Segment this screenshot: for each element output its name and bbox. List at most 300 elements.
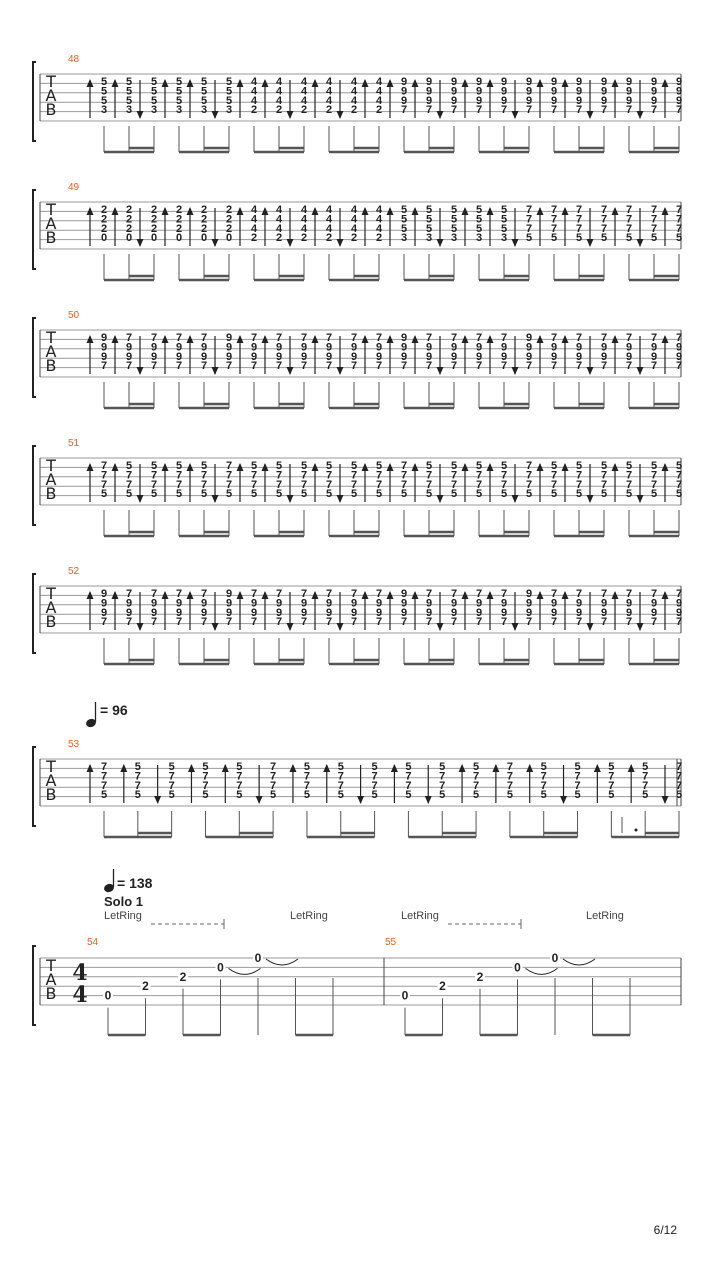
fret-number: 2 [142, 979, 149, 994]
tab-clef-letter: B [45, 100, 57, 119]
fret-number: 4 [325, 213, 333, 226]
fret-number: 0 [225, 232, 233, 245]
fret-number: 5 [100, 789, 108, 802]
fret-number: 7 [575, 213, 583, 226]
chord-column [137, 204, 158, 247]
strum-down-arrow [560, 796, 567, 804]
fret-number: 5 [642, 789, 649, 802]
fret-number: 7 [600, 104, 608, 117]
fret-number: 9 [375, 597, 383, 610]
fret-number: 0 [150, 232, 158, 245]
tab-clef-letter: A [45, 598, 57, 617]
fret-number: 7 [200, 469, 208, 482]
fret-number: 4 [325, 76, 333, 88]
fret-number: 9 [250, 606, 258, 619]
measure-number: 48 [68, 54, 80, 65]
fret-number: 7 [675, 588, 683, 600]
fret-number: 5 [150, 85, 158, 98]
fret-number: 9 [375, 341, 383, 354]
fret-number: 9 [225, 332, 233, 344]
fret-number: 5 [540, 789, 547, 802]
fret-number: 9 [175, 606, 183, 619]
chord-column [637, 588, 658, 631]
chord-column [425, 761, 446, 804]
fret-number: 9 [100, 332, 108, 344]
fret-number: 4 [300, 222, 308, 235]
fret-number: 5 [550, 232, 558, 245]
fret-number: 7 [270, 779, 277, 792]
strum-down-arrow [662, 796, 669, 804]
fret-number: 7 [650, 616, 658, 629]
fret-number: 5 [275, 488, 283, 501]
fret-number: 7 [450, 332, 458, 344]
fret-number: 4 [275, 85, 283, 98]
strum-down-arrow [337, 239, 344, 247]
chord-column [137, 588, 158, 631]
fret-number: 9 [675, 606, 683, 619]
chord-column [587, 332, 608, 375]
fret-number: 0 [104, 988, 112, 1003]
fret-number: 7 [625, 588, 633, 600]
chord-column [512, 332, 533, 375]
fret-number: 9 [575, 341, 583, 354]
fret-number: 7 [550, 360, 558, 373]
strum-down-arrow [137, 239, 144, 247]
measure-number: 52 [68, 566, 80, 577]
fret-number: 5 [475, 222, 483, 235]
fret-number: 7 [550, 213, 558, 226]
chord-column [212, 204, 233, 247]
fret-number: 5 [475, 204, 483, 216]
solo-system [33, 869, 681, 1035]
strum-down-arrow [637, 623, 644, 631]
fret-number: 9 [625, 597, 633, 610]
fret-number: 7 [625, 213, 633, 226]
fret-number: 5 [450, 460, 458, 472]
fret-number: 7 [134, 770, 141, 783]
fret-number: 7 [450, 469, 458, 482]
fret-number: 5 [675, 488, 683, 501]
fret-number: 4 [350, 76, 358, 88]
fret-number: 5 [525, 488, 533, 501]
fret-number: 5 [134, 761, 141, 773]
fret-number: 5 [400, 488, 408, 501]
strum-down-arrow [137, 367, 144, 375]
fret-number: 5 [175, 488, 183, 501]
fret-number: 2 [175, 222, 183, 235]
fret-number: 5 [405, 789, 412, 802]
fret-number: 7 [300, 478, 308, 491]
chord-column [437, 460, 458, 503]
fret-number: 9 [550, 85, 558, 98]
chord-column [512, 460, 533, 503]
fret-number: 9 [425, 606, 433, 619]
let-ring-label: LetRing [104, 910, 142, 922]
fret-number: 7 [550, 104, 558, 117]
fret-number: 5 [425, 460, 433, 472]
fret-number: 2 [175, 204, 183, 216]
fret-number: 9 [225, 597, 233, 610]
rhythm-beams [104, 811, 679, 837]
fret-number: 7 [450, 360, 458, 373]
strum-down-arrow [587, 111, 594, 119]
chord-column [662, 761, 683, 804]
fret-number: 3 [200, 104, 208, 117]
fret-number: 9 [425, 85, 433, 98]
fret-number: 7 [236, 779, 243, 792]
fret-number: 9 [275, 350, 283, 363]
fret-number: 7 [525, 104, 533, 117]
fret-number: 4 [325, 85, 333, 98]
fret-number: 9 [100, 341, 108, 354]
fret-number: 7 [150, 360, 158, 373]
fret-number: 7 [425, 469, 433, 482]
tab-system [33, 54, 682, 152]
fret-number: 7 [100, 616, 108, 629]
fret-number: 5 [425, 488, 433, 501]
strum-down-arrow [437, 623, 444, 631]
fret-number: 9 [275, 597, 283, 610]
fret-number: 2 [100, 213, 108, 226]
fret-number: 9 [475, 85, 483, 98]
chord-column [154, 761, 175, 804]
strum-down-arrow [637, 367, 644, 375]
fret-number: 7 [236, 770, 243, 783]
fret-number: 7 [325, 469, 333, 482]
fret-number: 7 [550, 469, 558, 482]
fret-number: 2 [125, 204, 133, 216]
fret-number: 9 [300, 606, 308, 619]
fret-number: 9 [625, 76, 633, 88]
chord-column [437, 588, 458, 631]
fret-number: 7 [650, 332, 658, 344]
fret-number: 7 [300, 469, 308, 482]
fret-number: 7 [350, 360, 358, 373]
fret-number: 5 [574, 789, 581, 802]
fret-number: 9 [100, 350, 108, 363]
fret-number: 5 [475, 460, 483, 472]
fret-number: 9 [525, 350, 533, 363]
fret-number: 9 [500, 85, 508, 98]
fret-number: 9 [150, 350, 158, 363]
fret-number: 7 [125, 360, 133, 373]
fret-number: 7 [540, 770, 547, 783]
measure-number: 51 [68, 438, 80, 449]
fret-number: 4 [300, 76, 308, 88]
dot [635, 829, 638, 832]
fret-number: 2 [100, 204, 108, 216]
fret-number: 7 [371, 779, 378, 792]
fret-number: 7 [506, 779, 513, 792]
fret-number: 9 [525, 85, 533, 98]
fret-number: 9 [500, 597, 508, 610]
fret-number: 7 [675, 478, 683, 491]
fret-number: 4 [250, 85, 258, 98]
fret-number: 9 [600, 76, 608, 88]
strum-down-arrow [337, 495, 344, 503]
system-bracket [33, 190, 36, 269]
chord-column [637, 204, 658, 247]
fret-number: 7 [625, 104, 633, 117]
fret-number: 7 [350, 616, 358, 629]
fret-number: 3 [475, 232, 483, 245]
tab-clef-letter: A [45, 470, 57, 489]
strum-down-arrow [437, 495, 444, 503]
fret-number: 9 [500, 94, 508, 107]
fret-number: 7 [250, 478, 258, 491]
fret-number: 7 [625, 222, 633, 235]
fret-number: 7 [500, 469, 508, 482]
fret-number: 9 [425, 350, 433, 363]
fret-number: 7 [175, 360, 183, 373]
fret-number: 7 [175, 332, 183, 344]
fret-number: 7 [574, 770, 581, 783]
fret-number: 2 [300, 104, 308, 117]
fret-number: 0 [401, 988, 409, 1003]
fret-number: 9 [625, 94, 633, 107]
fret-number: 2 [150, 204, 158, 216]
page-number: 6/12 [653, 1223, 677, 1237]
fret-number: 7 [625, 616, 633, 629]
strum-down-arrow [137, 111, 144, 119]
fret-number: 2 [200, 222, 208, 235]
fret-number: 5 [200, 460, 208, 472]
fret-number: 5 [400, 222, 408, 235]
fret-number: 9 [400, 597, 408, 610]
fret-number: 7 [175, 469, 183, 482]
fret-number: 7 [325, 360, 333, 373]
fret-number: 9 [675, 85, 683, 98]
fret-number: 9 [225, 341, 233, 354]
fret-number: 5 [168, 761, 175, 773]
fret-number: 5 [175, 94, 183, 107]
fret-number: 9 [675, 94, 683, 107]
fret-number: 7 [525, 460, 533, 472]
strum-down-arrow [212, 367, 219, 375]
fret-number: 7 [250, 588, 258, 600]
fret-number: 9 [600, 341, 608, 354]
fret-number: 5 [450, 213, 458, 226]
fret-number: 2 [476, 969, 484, 984]
fret-number: 7 [275, 332, 283, 344]
fret-number: 7 [675, 761, 683, 773]
fret-number: 5 [175, 85, 183, 98]
fret-number: 7 [270, 770, 277, 783]
fret-number: 9 [150, 341, 158, 354]
fret-number: 7 [100, 469, 108, 482]
tie [563, 959, 595, 965]
fret-number: 4 [250, 76, 258, 88]
fret-number: 5 [325, 488, 333, 501]
fret-number: 7 [608, 770, 615, 783]
fret-number: 5 [202, 789, 209, 802]
fret-number: 5 [375, 488, 383, 501]
fret-number: 0 [125, 232, 133, 245]
fret-number: 5 [608, 789, 615, 802]
fret-number: 7 [375, 332, 383, 344]
fret-number: 9 [625, 350, 633, 363]
fret-number: 7 [575, 616, 583, 629]
fret-number: 5 [450, 222, 458, 235]
fret-number: 7 [325, 588, 333, 600]
tab-clef-letter: B [45, 484, 57, 503]
let-ring-label: LetRing [401, 910, 439, 922]
fret-number: 7 [500, 478, 508, 491]
fret-number: 7 [575, 588, 583, 600]
fret-number: 3 [225, 104, 233, 117]
fret-number: 5 [625, 488, 633, 501]
system-bracket [33, 446, 36, 525]
fret-number: 5 [405, 761, 412, 773]
fret-number: 9 [675, 597, 683, 610]
tie [229, 968, 261, 974]
tempo-value: = 96 [100, 702, 128, 718]
fret-number: 7 [250, 332, 258, 344]
fret-number: 7 [100, 478, 108, 491]
fret-number: 7 [125, 616, 133, 629]
fret-number: 4 [275, 222, 283, 235]
fret-number: 7 [325, 478, 333, 491]
fret-number: 7 [625, 469, 633, 482]
fret-number: 5 [574, 761, 581, 773]
rhythm-beams [104, 382, 679, 408]
fret-number: 7 [200, 360, 208, 373]
fret-number: 5 [371, 789, 378, 802]
fret-number: 7 [540, 779, 547, 792]
chord-column [560, 761, 581, 804]
fret-number: 9 [350, 597, 358, 610]
fret-number: 9 [225, 588, 233, 600]
fret-number: 7 [250, 469, 258, 482]
fret-number: 5 [575, 232, 583, 245]
fret-number: 2 [300, 232, 308, 245]
strum-down-arrow [287, 495, 294, 503]
fret-number: 9 [450, 94, 458, 107]
fret-number: 7 [500, 616, 508, 629]
chord-column [337, 76, 358, 119]
fret-number: 4 [275, 213, 283, 226]
tab-clef-letter: T [46, 456, 56, 475]
tab-clef-letter: T [46, 328, 56, 347]
fret-number: 7 [625, 478, 633, 491]
fret-number: 7 [500, 588, 508, 600]
fret-number: 9 [200, 350, 208, 363]
fret-number: 7 [100, 770, 108, 783]
tab-clef-letter: T [46, 956, 56, 975]
chord-column [212, 76, 233, 119]
fret-number: 9 [350, 606, 358, 619]
fret-number: 9 [100, 606, 108, 619]
fret-number: 7 [600, 204, 608, 216]
fret-number: 7 [125, 478, 133, 491]
fret-number: 7 [575, 104, 583, 117]
fret-number: 4 [300, 85, 308, 98]
fret-number: 5 [500, 213, 508, 226]
fret-number: 5 [175, 460, 183, 472]
fret-number: 7 [300, 616, 308, 629]
fret-number: 7 [675, 213, 683, 226]
measure-number: 50 [68, 310, 80, 321]
fret-number: 9 [100, 588, 108, 600]
fret-number: 7 [275, 616, 283, 629]
fret-number: 7 [675, 204, 683, 216]
chord-column [437, 204, 458, 247]
rhythm-beams [104, 638, 679, 664]
fret-number: 5 [475, 488, 483, 501]
fret-number: 7 [225, 469, 233, 482]
fret-number: 4 [250, 94, 258, 107]
fret-number: 7 [225, 478, 233, 491]
fret-number: 7 [550, 478, 558, 491]
fret-number: 5 [540, 761, 547, 773]
tab-clef-letter: B [45, 984, 57, 1003]
fret-number: 9 [575, 76, 583, 88]
fret-number: 7 [575, 478, 583, 491]
strum-down-arrow [337, 111, 344, 119]
fret-number: 2 [250, 232, 258, 245]
fret-number: 7 [375, 478, 383, 491]
fret-number: 7 [150, 469, 158, 482]
fret-number: 4 [300, 204, 308, 216]
fret-number: 9 [425, 341, 433, 354]
fret-number: 5 [300, 460, 308, 472]
fret-number: 7 [300, 588, 308, 600]
fret-number: 2 [325, 232, 333, 245]
fret-number: 9 [425, 597, 433, 610]
fret-number: 2 [150, 213, 158, 226]
fret-number: 7 [150, 616, 158, 629]
chord-column [212, 460, 233, 503]
fret-number: 5 [506, 789, 513, 802]
tab-system [33, 702, 682, 837]
fret-number: 5 [250, 460, 258, 472]
fret-number: 9 [375, 350, 383, 363]
fret-number: 7 [600, 360, 608, 373]
chord-column [287, 204, 308, 247]
fret-number: 7 [400, 460, 408, 472]
fret-number: 7 [300, 360, 308, 373]
fret-number: 7 [200, 332, 208, 344]
fret-number: 9 [675, 350, 683, 363]
fret-number: 7 [575, 204, 583, 216]
fret-number: 7 [650, 360, 658, 373]
fret-number: 9 [525, 76, 533, 88]
fret-number: 4 [250, 222, 258, 235]
fret-number: 7 [375, 360, 383, 373]
fret-number: 2 [175, 213, 183, 226]
fret-number: 7 [350, 478, 358, 491]
fret-number: 7 [608, 779, 615, 792]
fret-number: 4 [350, 213, 358, 226]
chord-column [357, 761, 378, 804]
fret-number: 7 [650, 588, 658, 600]
rhythm-beams [104, 510, 679, 536]
fret-number: 7 [600, 213, 608, 226]
fret-number: 9 [550, 597, 558, 610]
fret-number: 7 [506, 770, 513, 783]
fret-number: 9 [250, 350, 258, 363]
chord-column [637, 76, 658, 119]
fret-number: 9 [475, 76, 483, 88]
tab-clef-letter: T [46, 584, 56, 603]
fret-number: 5 [600, 460, 608, 472]
fret-number: 7 [450, 616, 458, 629]
tab-clef-letter: B [45, 356, 57, 375]
system-bracket [33, 946, 36, 1025]
fret-number: 9 [175, 350, 183, 363]
fret-number: 3 [500, 232, 508, 245]
chord-column [512, 76, 533, 119]
